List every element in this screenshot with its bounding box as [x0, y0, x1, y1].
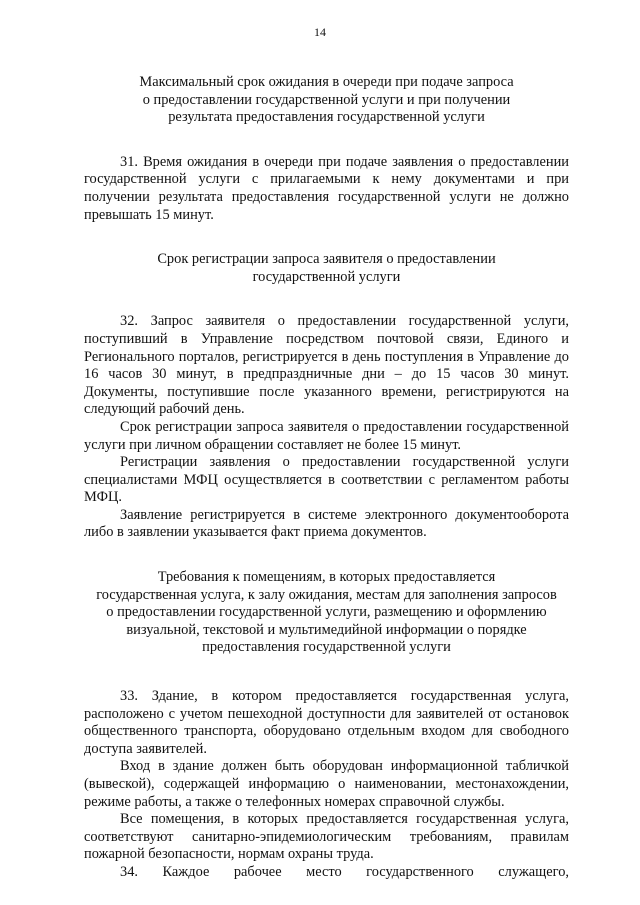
heading-line: Максимальный срок ожидания в очереди при подаче запроса — [139, 74, 514, 90]
paragraph-33-premises: Все помещения, в которых предоставляется государственная услуга, соответствуют санитарно-эпидемиологическим требованиям, правилам пожарной безопасности, нормам охраны труда. — [84, 811, 569, 863]
paragraph-32-edms: Заявление регистрируется в системе электронного документооборота либо в заявлении указывается факт приема документов. — [84, 506, 569, 541]
section-heading-waiting-time — [84, 74, 569, 127]
heading-line: результата предоставления государственной услуги — [168, 109, 485, 126]
section-heading-premises — [84, 569, 569, 657]
paragraph-31: 31. Время ожидания в очереди при подаче заявления о предоставлении государственной услуги с прилагаемыми к нему документами и при получении результата предоставления государственной услуги не должно превышать 15 минут. — [84, 153, 569, 223]
paragraph-32: 32. Запрос заявителя о предоставлении государственной услуги, поступивший в Управление посредством почтовой связи, Единого и Регионального порталов, регистрируется в день поступления в Управление до 16 часов 30 минут, в предпраздничные дни – до 15 часов 30 минут. Документы, поступившие после указанного времени, регистрируются на следующий рабочий день. — [84, 313, 569, 418]
heading-line: государственной услуги — [252, 268, 401, 285]
paragraph-32-personal: Срок регистрации запроса заявителя о предоставлении государственной услуги при личном обращении составляет не более 15 минут. — [84, 418, 569, 453]
section-heading-registration — [84, 251, 569, 286]
heading-line: государственная услуга, к залу ожидания, местам для заполнения запросов — [96, 586, 557, 603]
heading-line: о предоставлении государственной услуги и при получении — [142, 91, 511, 108]
page-number: 14 — [314, 25, 326, 39]
heading-line: о предоставлении государственной услуги, размещению и оформлению — [106, 604, 547, 621]
paragraph-32-mfc: Регистрации заявления о предоставлении государственной услуги специалистами МФЦ осуществляется в соответствии с регламентом работы МФЦ. — [84, 454, 569, 506]
paragraph-34: 34. Каждое рабочее место государственного служащего, — [120, 863, 569, 880]
document-body — [84, 74, 569, 882]
paragraph-33-entrance: Вход в здание должен быть оборудован информационной табличкой (вывеской), содержащей информацию о наименовании, местонахождении, режиме работы, а также о телефонных номерах справочной службы. — [84, 758, 569, 810]
heading-line: Срок регистрации запроса заявителя о предоставлении — [157, 251, 496, 268]
heading-line: Требования к помещениям, в которых предоставляется — [157, 569, 496, 586]
heading-line: визуальной, текстовой и мультимедийной информации о порядке — [126, 621, 527, 638]
paragraph-33: 33. Здание, в котором предоставляется государственная услуга, расположено с учетом пешеходной доступности для заявителей от остановок общественного транспорта, оборудовано отдельным входом для свободного доступа заявителей. — [84, 688, 569, 757]
heading-line: предоставления государственной услуги — [202, 639, 451, 656]
